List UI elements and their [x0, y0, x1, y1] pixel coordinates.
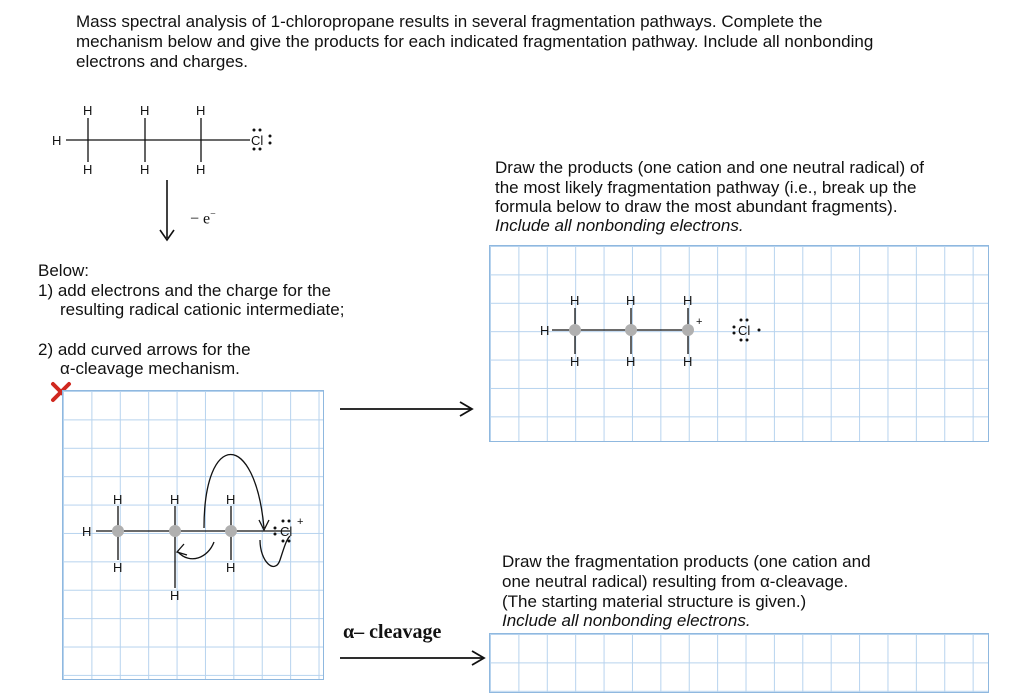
reagent-label: − e−	[190, 209, 216, 228]
instructions-step2b: α-cleavage mechanism.	[60, 359, 240, 378]
ionization-arrow	[152, 180, 182, 242]
alpha-instruction-line-1: Draw the fragmentation products (one cation and	[502, 552, 871, 571]
atom-cl: Cl	[280, 524, 293, 539]
atom-h: H	[570, 354, 580, 369]
atom-h: H	[170, 588, 180, 603]
starting-structure	[50, 100, 290, 180]
instructions-step2a: 2) add curved arrows for the	[38, 340, 251, 359]
alpha-instruction-line-4: Include all nonbonding electrons.	[502, 611, 751, 630]
atom-h: H	[170, 492, 180, 507]
reaction-arrow-alpha	[338, 648, 488, 668]
atom-h: H	[140, 162, 150, 177]
atom-h: H	[140, 103, 150, 118]
alpha-cleavage-label: α– cleavage	[343, 621, 442, 643]
products-instruction-line-1: Draw the products (one cation and one neutral radical) of	[495, 158, 925, 177]
atom-h: H	[52, 133, 62, 148]
radical-cation-structure	[80, 450, 330, 610]
alpha-instruction-line-2: one neutral radical) resulting from α-cleavage.	[502, 572, 849, 591]
atom-h: H	[113, 492, 123, 507]
question-line-2: mechanism below and give the products for each indicated fragmentation pathway. Include all nonbonding	[76, 32, 874, 51]
products-instruction-line-4: Include all nonbonding electrons.	[495, 216, 744, 235]
atom-h: H	[683, 293, 693, 308]
atom-h: H	[82, 524, 92, 539]
fragment-structures	[538, 290, 798, 370]
atom-h: H	[683, 354, 693, 369]
instructions-step1a: 1) add electrons and the charge for the	[38, 281, 331, 300]
atom-h: H	[626, 354, 636, 369]
products-instruction-line-2: the most likely fragmentation pathway (i.e., break up the	[495, 178, 917, 197]
atom-h: H	[540, 323, 550, 338]
instructions-below: Below:	[38, 261, 90, 280]
atom-h: H	[626, 293, 636, 308]
instructions-step1b: resulting radical cationic intermediate;	[60, 300, 345, 319]
charge-plus: +	[696, 316, 703, 328]
atom-h: H	[226, 492, 236, 507]
atom-h: H	[196, 103, 206, 118]
atom-cl: Cl	[738, 323, 751, 338]
atom-cl: Cl	[251, 133, 264, 148]
atom-h: H	[83, 162, 93, 177]
charge-plus: +	[297, 516, 304, 528]
atom-h: H	[113, 560, 123, 575]
question-line-1: Mass spectral analysis of 1-chloropropane results in several fragmentation pathways. Complete the	[76, 12, 823, 31]
alpha-instruction-line-3: (The starting material structure is given.)	[502, 592, 807, 611]
products-instruction-line-3: formula below to draw the most abundant fragments).	[495, 197, 898, 216]
atom-h: H	[196, 162, 206, 177]
atom-h: H	[570, 293, 580, 308]
atom-h: H	[226, 560, 236, 575]
reaction-arrow-top	[338, 399, 478, 419]
atom-h: H	[83, 103, 93, 118]
question-line-3: electrons and charges.	[76, 52, 248, 71]
alpha-products-drawing-canvas[interactable]	[489, 633, 989, 693]
